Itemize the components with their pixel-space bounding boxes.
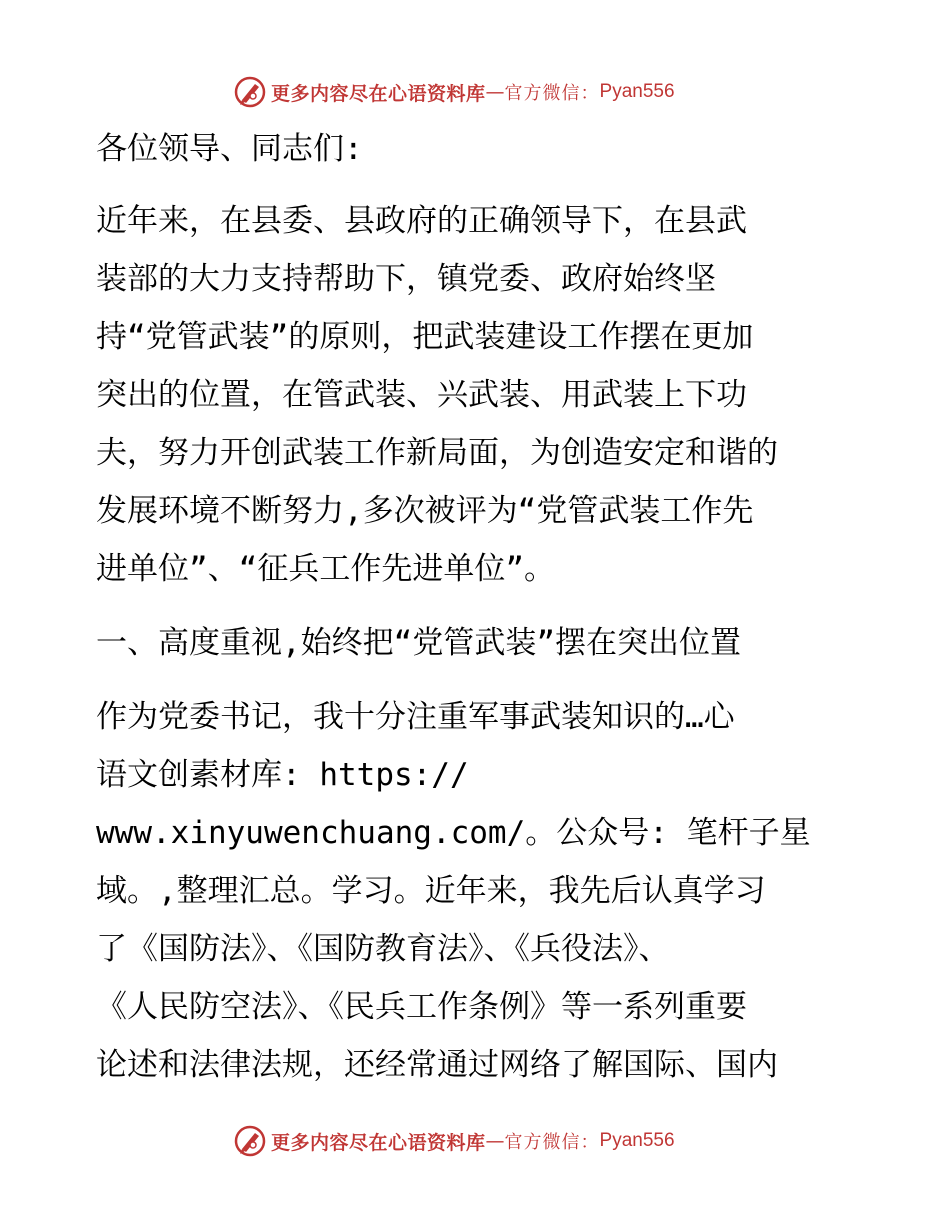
- watermark-dash: —: [485, 81, 505, 103]
- watermark-footer: [233, 1121, 675, 1161]
- document-line: 论述和法律法规，还经常通过网络了解国际、国内: [96, 1047, 778, 1083]
- document-line: 近年来，在县委、县政府的正确领导下，在县武: [96, 203, 747, 239]
- watermark-main-text: 更多内容尽在心语资料库: [271, 82, 486, 105]
- watermark-wechat-label: 官方微信：: [504, 83, 600, 104]
- watermark-wechat-id: Pyan556: [599, 1130, 675, 1151]
- document-line: www.xinyuwenchuang.com/。公众号: 笔杆子星: [96, 815, 811, 851]
- document-line: 域。,整理汇总。学习。近年来，我先后认真学习: [96, 873, 766, 909]
- section-heading: 一、高度重视,始终把“党管武装”摆在突出位置: [96, 625, 741, 661]
- document-line: 作为党委书记，我十分注重军事武装知识的…心: [96, 699, 735, 735]
- document-line: 语文创素材库: https://: [96, 757, 469, 793]
- document-line: 突出的位置，在管武装、兴武装、用武装上下功: [96, 377, 747, 413]
- document-line: 夫，努力开创武装工作新局面，为创造安定和谐的: [96, 435, 778, 471]
- document-line: 了《国防法》、《国防教育法》、《兵役法》、: [96, 931, 670, 967]
- document-line: 《人民防空法》、《民兵工作条例》等一系列重要: [96, 989, 747, 1025]
- pen-logo-icon: [233, 1124, 267, 1158]
- watermark-wechat-id: Pyan556: [599, 81, 675, 102]
- document-line: 发展环境不断努力,多次被评为“党管武装工作先: [96, 493, 754, 529]
- watermark-main-text: 更多内容尽在心语资料库: [271, 1131, 486, 1154]
- document-line: 进单位”、“征兵工作先进单位”。: [96, 551, 555, 587]
- watermark-dash: —: [485, 1130, 505, 1152]
- document-line: 各位领导、同志们:: [96, 131, 363, 167]
- watermark-wechat-label: 官方微信：: [504, 1132, 600, 1153]
- document-line: 持“党管武装”的原则，把武装建设工作摆在更加: [96, 319, 754, 355]
- pen-logo-icon: [233, 75, 267, 109]
- document-line: 装部的大力支持帮助下，镇党委、政府始终坚: [96, 261, 716, 297]
- watermark-header: [233, 72, 675, 112]
